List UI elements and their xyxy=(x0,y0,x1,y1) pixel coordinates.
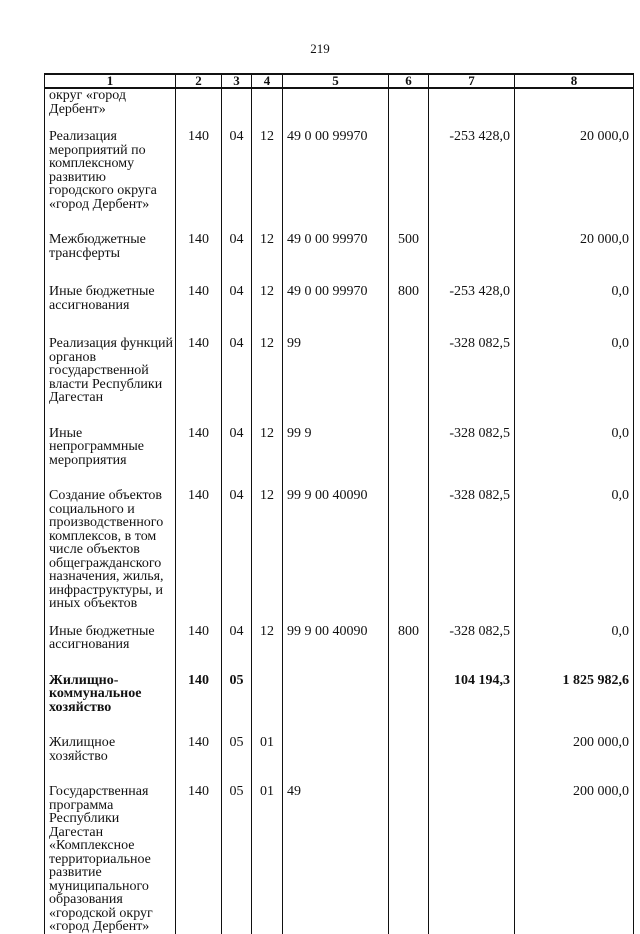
row-col-3-cell: 04 xyxy=(222,427,252,490)
row-name-cell: Иные бюджетные ассигнования xyxy=(45,625,176,674)
table-row xyxy=(45,674,634,737)
page-number: 219 xyxy=(310,41,330,56)
row-col-8-cell xyxy=(515,88,634,130)
row-name-cell: Жилищно-коммунальное хозяйство xyxy=(45,674,176,737)
row-name-cell: Государственная программа Республики Дагестан «Комплексное территориальное развитие муниципального образования «городской округ «город Дербент» xyxy=(45,785,176,934)
row-col-4-cell: 12 xyxy=(252,489,283,625)
row-col-8-cell: 0,0 xyxy=(515,337,634,427)
row-col-4-cell: 01 xyxy=(252,736,283,785)
row-col-4-cell: 12 xyxy=(252,625,283,674)
row-col-7-cell xyxy=(429,233,515,285)
row-col-6-cell xyxy=(389,88,429,130)
row-col-8-cell: 200 000,0 xyxy=(515,785,634,934)
column-header-2: 2 xyxy=(176,74,222,88)
row-col-3-cell: 04 xyxy=(222,130,252,233)
row-col-5-cell: 49 0 00 99970 xyxy=(283,130,389,233)
column-header-1: 1 xyxy=(45,74,176,88)
row-col-4-cell: 12 xyxy=(252,130,283,233)
row-col-6-cell xyxy=(389,130,429,233)
row-col-5-cell: 49 xyxy=(283,785,389,934)
table-row xyxy=(45,736,634,785)
row-col-8-cell: 20 000,0 xyxy=(515,233,634,285)
row-col-2-cell xyxy=(176,88,222,130)
row-col-6-cell xyxy=(389,427,429,490)
column-header-3: 3 xyxy=(222,74,252,88)
row-col-7-cell xyxy=(429,785,515,934)
row-col-2-cell: 140 xyxy=(176,130,222,233)
row-col-7-cell: -328 082,5 xyxy=(429,427,515,490)
row-name-cell: округ «город Дербент» xyxy=(45,88,176,130)
row-col-3-cell: 04 xyxy=(222,625,252,674)
row-col-2-cell: 140 xyxy=(176,736,222,785)
row-col-8-cell: 1 825 982,6 xyxy=(515,674,634,737)
row-col-3-cell xyxy=(222,88,252,130)
row-col-2-cell: 140 xyxy=(176,285,222,337)
row-col-3-cell: 05 xyxy=(222,785,252,934)
row-col-2-cell: 140 xyxy=(176,233,222,285)
row-col-3-cell: 05 xyxy=(222,674,252,737)
row-col-6-cell: 500 xyxy=(389,233,429,285)
row-col-7-cell: -253 428,0 xyxy=(429,130,515,233)
table-row xyxy=(45,427,634,490)
row-col-5-cell: 99 xyxy=(283,337,389,427)
row-col-4-cell: 12 xyxy=(252,337,283,427)
row-col-8-cell: 0,0 xyxy=(515,427,634,490)
row-col-8-cell: 0,0 xyxy=(515,285,634,337)
row-col-7-cell xyxy=(429,736,515,785)
row-col-8-cell: 200 000,0 xyxy=(515,736,634,785)
column-header-6: 6 xyxy=(389,74,429,88)
row-col-4-cell xyxy=(252,88,283,130)
row-col-5-cell: 99 9 00 40090 xyxy=(283,625,389,674)
row-col-6-cell xyxy=(389,785,429,934)
row-col-6-cell xyxy=(389,489,429,625)
row-col-6-cell: 800 xyxy=(389,625,429,674)
row-col-4-cell: 12 xyxy=(252,427,283,490)
row-col-5-cell xyxy=(283,736,389,785)
column-header-4: 4 xyxy=(252,74,283,88)
column-header-5: 5 xyxy=(283,74,389,88)
row-col-4-cell: 12 xyxy=(252,285,283,337)
table-row xyxy=(45,625,634,674)
row-col-7-cell: -328 082,5 xyxy=(429,337,515,427)
budget-table xyxy=(44,73,634,934)
row-col-8-cell: 0,0 xyxy=(515,625,634,674)
row-col-7-cell: -328 082,5 xyxy=(429,489,515,625)
row-name-cell: Жилищное хозяйство xyxy=(45,736,176,785)
row-name-cell: Реализация мероприятий по комплексному развитию городского округа «город Дербент» xyxy=(45,130,176,233)
row-col-4-cell: 01 xyxy=(252,785,283,934)
row-col-5-cell: 99 9 00 40090 xyxy=(283,489,389,625)
row-col-2-cell: 140 xyxy=(176,489,222,625)
row-col-3-cell: 04 xyxy=(222,285,252,337)
row-name-cell: Реализация функций органов государственной власти Республики Дагестан xyxy=(45,337,176,427)
table-row xyxy=(45,489,634,625)
row-col-7-cell: 104 194,3 xyxy=(429,674,515,737)
row-col-3-cell: 04 xyxy=(222,233,252,285)
table-row xyxy=(45,285,634,337)
table-row xyxy=(45,337,634,427)
row-col-7-cell xyxy=(429,88,515,130)
row-col-2-cell: 140 xyxy=(176,674,222,737)
row-col-6-cell xyxy=(389,736,429,785)
row-col-3-cell: 05 xyxy=(222,736,252,785)
table-row xyxy=(45,785,634,934)
row-col-3-cell: 04 xyxy=(222,337,252,427)
row-col-7-cell: -328 082,5 xyxy=(429,625,515,674)
table-row xyxy=(45,130,634,233)
row-col-2-cell: 140 xyxy=(176,785,222,934)
row-col-3-cell: 04 xyxy=(222,489,252,625)
row-col-8-cell: 20 000,0 xyxy=(515,130,634,233)
row-col-6-cell xyxy=(389,337,429,427)
row-col-2-cell: 140 xyxy=(176,427,222,490)
row-col-7-cell: -253 428,0 xyxy=(429,285,515,337)
row-col-5-cell xyxy=(283,674,389,737)
row-col-2-cell: 140 xyxy=(176,337,222,427)
row-name-cell: Межбюджетные трансферты xyxy=(45,233,176,285)
column-header-7: 7 xyxy=(429,74,515,88)
row-name-cell: Иные бюджетные ассигнования xyxy=(45,285,176,337)
row-col-6-cell xyxy=(389,674,429,737)
table-row xyxy=(45,233,634,285)
row-col-5-cell: 49 0 00 99970 xyxy=(283,285,389,337)
row-col-5-cell: 99 9 xyxy=(283,427,389,490)
table-body xyxy=(45,88,634,934)
row-col-4-cell: 12 xyxy=(252,233,283,285)
table-row xyxy=(45,88,634,130)
table-header-row xyxy=(45,74,634,88)
row-col-4-cell xyxy=(252,674,283,737)
row-col-5-cell xyxy=(283,88,389,130)
row-col-6-cell: 800 xyxy=(389,285,429,337)
row-col-5-cell: 49 0 00 99970 xyxy=(283,233,389,285)
column-header-8: 8 xyxy=(515,74,634,88)
row-name-cell: Создание объектов социального и производственного комплексов, в том числе объектов общегражданского назначения, жилья, инфраструктуры, и иных объектов xyxy=(45,489,176,625)
row-col-2-cell: 140 xyxy=(176,625,222,674)
row-name-cell: Иные непрограммные мероприятия xyxy=(45,427,176,490)
row-col-8-cell: 0,0 xyxy=(515,489,634,625)
